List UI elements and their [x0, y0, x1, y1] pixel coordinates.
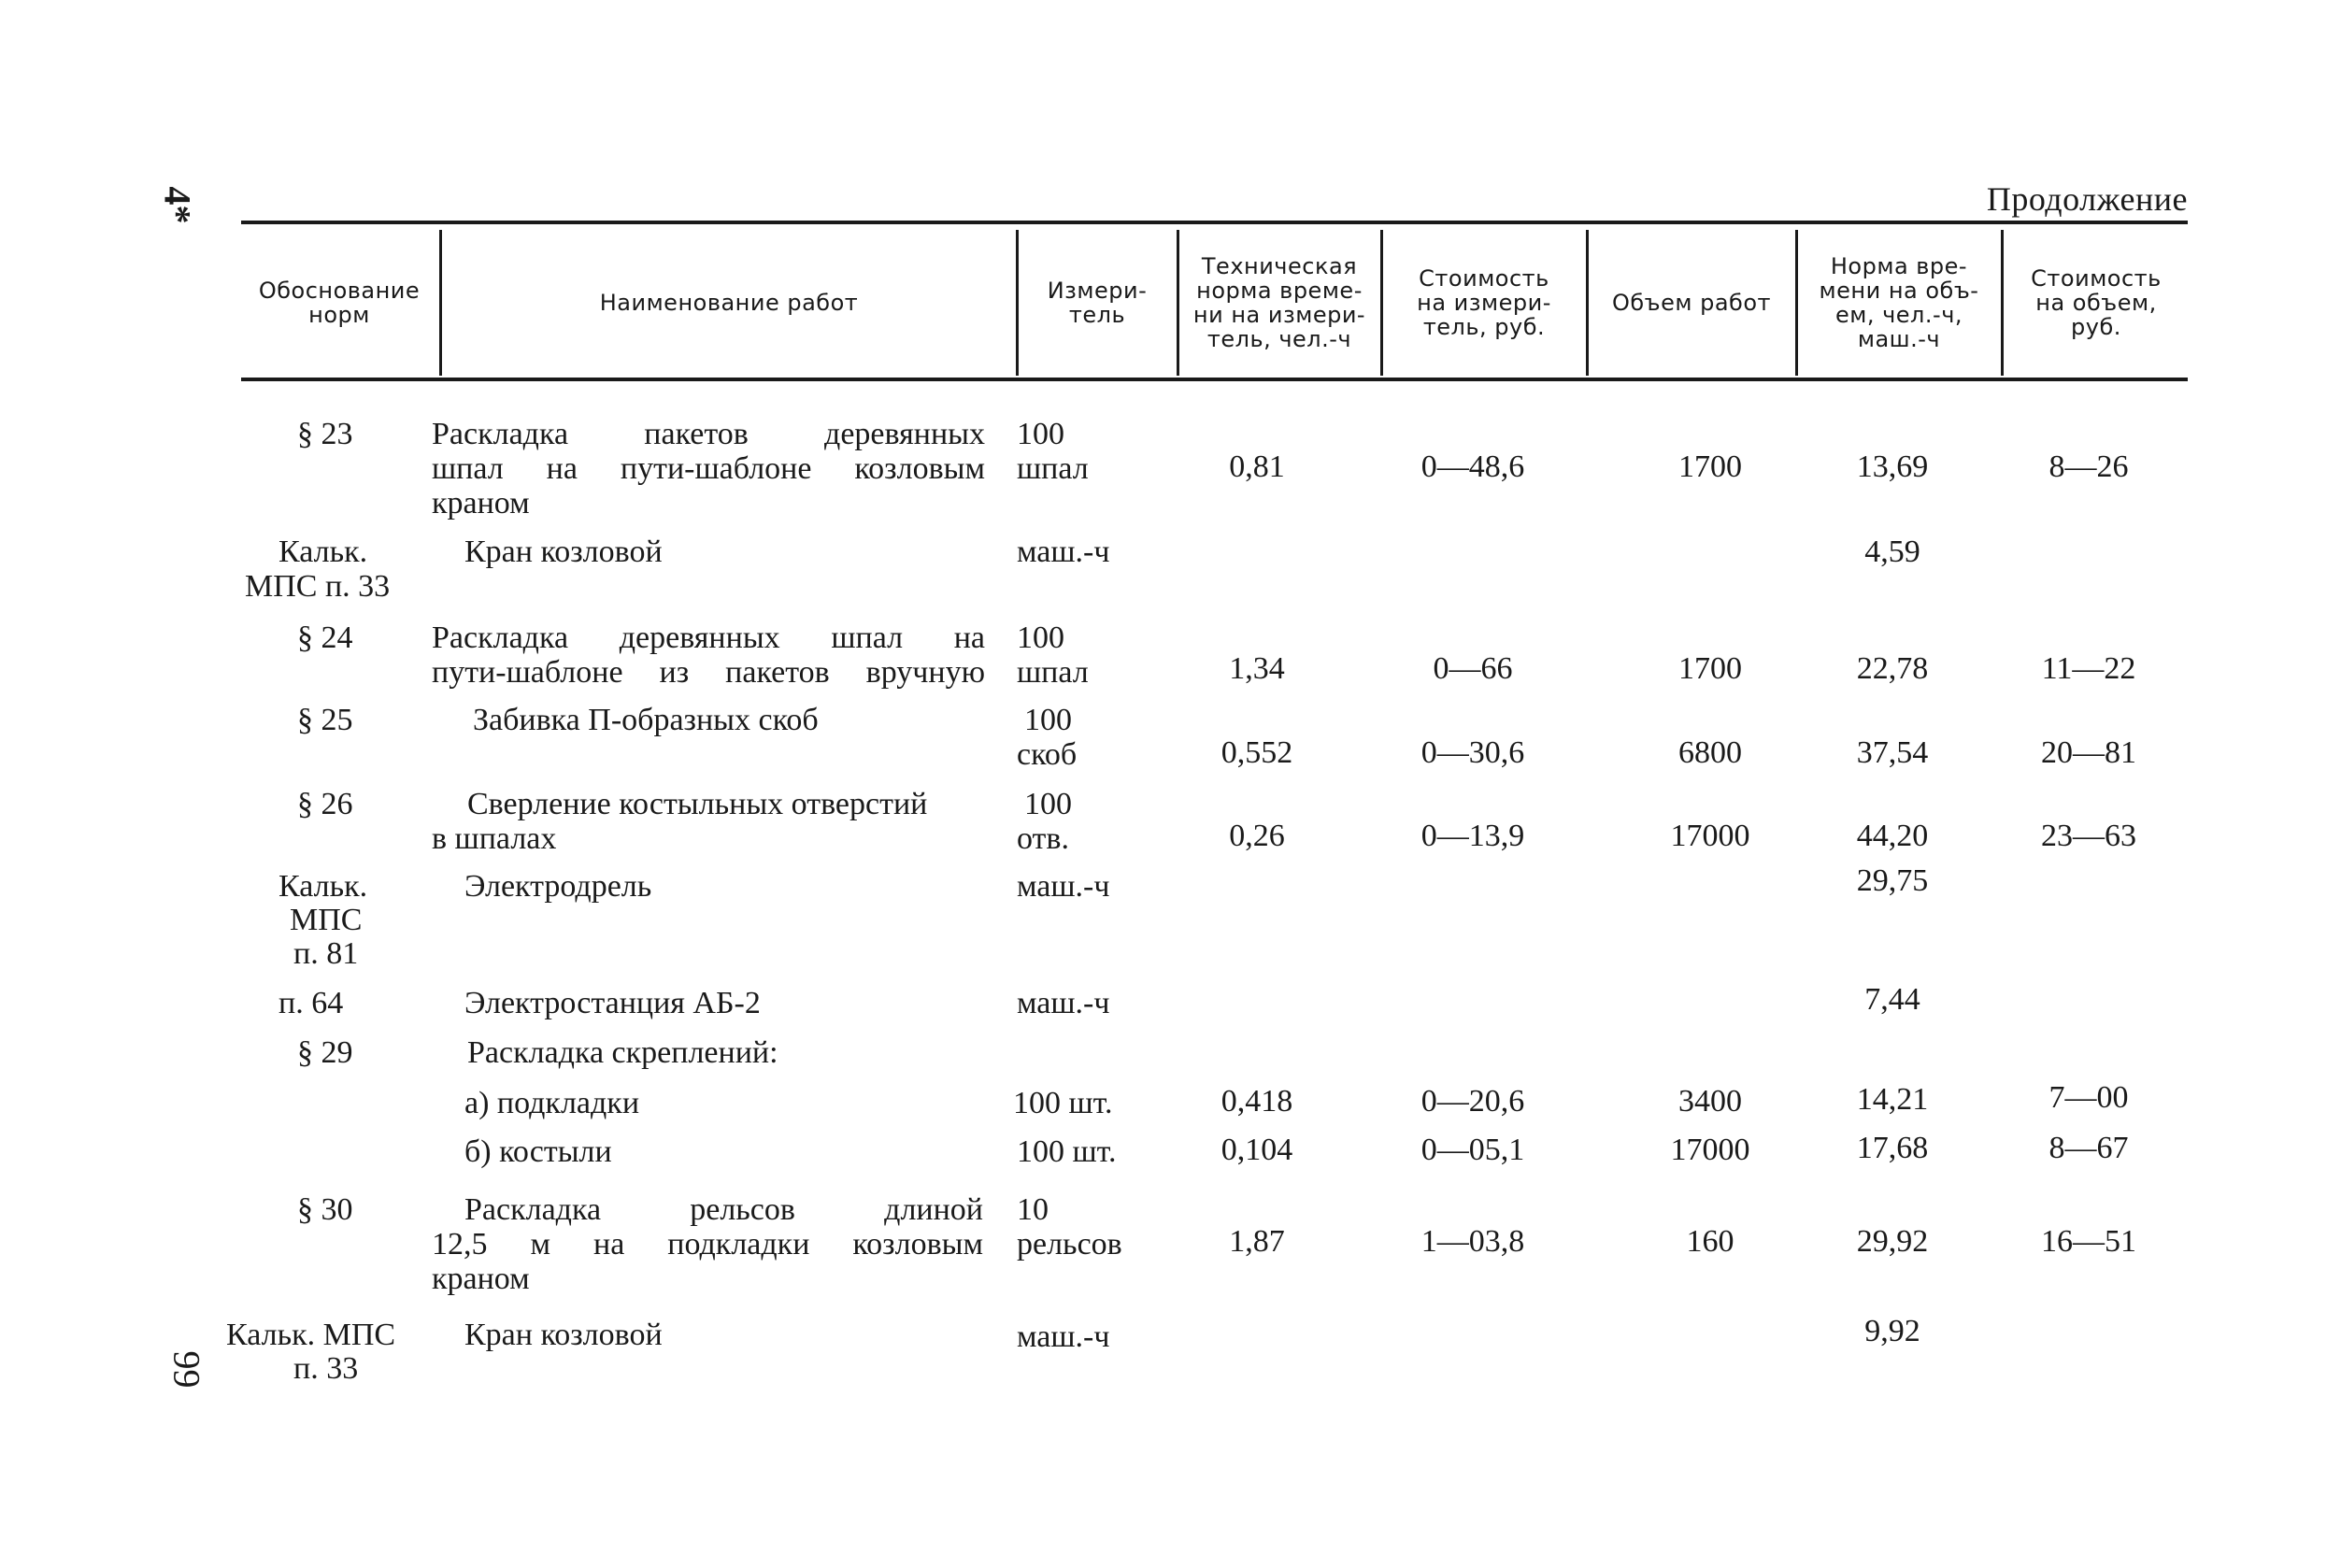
row-unit: рельсов — [1017, 1227, 1122, 1262]
row-unit: 10 — [1017, 1192, 1049, 1227]
row-norm-volume: 37,54 — [1856, 735, 1929, 770]
row-norm-volume: 13,69 — [1856, 449, 1929, 484]
row-volume: 3400 — [1678, 1084, 1742, 1119]
row-basis: п. 81 — [293, 936, 359, 971]
header-volume: Объем работ — [1611, 290, 1772, 316]
row-norm-volume: 7,44 — [1864, 982, 1920, 1017]
row-volume: 1700 — [1678, 651, 1742, 686]
row-work-name: пути-шаблоне из пакетов вручную — [432, 655, 985, 690]
header-work-name: Наименование работ — [599, 290, 859, 316]
row-cost-volume: 23—63 — [2041, 819, 2136, 853]
row-unit: маш.-ч — [1017, 535, 1110, 569]
row-unit: шпал — [1017, 655, 1089, 690]
header-cost-volume: Стоимость на объем, руб. — [2031, 265, 2162, 340]
row-tech-norm: 0,81 — [1229, 449, 1285, 484]
row-work-name: Раскладка рельсов длиной — [464, 1192, 983, 1227]
row-work-name: Кран козловой — [464, 1318, 663, 1352]
row-cost-volume: 11—22 — [2041, 651, 2136, 686]
row-work-name: б) костыли — [464, 1134, 612, 1169]
row-cost-volume: 7—00 — [2048, 1080, 2129, 1115]
row-norm-volume: 22,78 — [1856, 651, 1929, 686]
row-work-name: краном — [432, 486, 530, 520]
row-norm-volume: 29,92 — [1856, 1224, 1929, 1259]
header-basis: Обоснование норм — [258, 278, 421, 328]
page-marker: 4* — [156, 186, 199, 224]
row-unit-cost: 0—66 — [1433, 651, 1513, 686]
row-unit: маш.-ч — [1017, 869, 1110, 904]
continuation-label: Продолжение — [1986, 180, 2188, 218]
row-unit-cost: 0—30,6 — [1420, 735, 1525, 770]
row-work-name: 12,5 м на подкладки козловым — [432, 1227, 983, 1262]
row-unit: 100 — [1017, 417, 1064, 451]
row-work-name: в шпалах — [432, 821, 557, 856]
row-work-name: Забивка П-образных скоб — [473, 703, 819, 737]
row-unit: маш.-ч — [1017, 1319, 1110, 1354]
header-unit: Измери- тель — [1047, 278, 1148, 328]
row-cost-volume: 8—26 — [2048, 449, 2129, 484]
row-norm-volume: 4,59 — [1864, 535, 1920, 569]
table-header-rule — [241, 378, 2188, 381]
row-volume: 1700 — [1678, 449, 1742, 484]
row-basis: п. 64 — [278, 986, 344, 1020]
row-basis: § 23 — [297, 417, 353, 451]
row-tech-norm: 1,34 — [1229, 651, 1285, 686]
row-basis: § 24 — [297, 620, 353, 655]
row-unit-cost: 0—48,6 — [1420, 449, 1525, 484]
row-work-name: Раскладка деревянных шпал на — [432, 620, 985, 655]
row-cost-volume: 8—67 — [2048, 1131, 2129, 1165]
row-norm-volume: 44,20 — [1856, 819, 1929, 853]
row-unit: шпал — [1017, 451, 1089, 486]
row-unit-cost: 0—05,1 — [1420, 1133, 1525, 1167]
row-unit: скоб — [1017, 737, 1078, 772]
row-work-name: Раскладка скреплений: — [467, 1035, 778, 1070]
row-tech-norm: 0,26 — [1229, 819, 1285, 853]
row-basis: § 26 — [297, 787, 353, 821]
row-unit-cost: 0—13,9 — [1420, 819, 1525, 853]
row-tech-norm: 0,418 — [1220, 1084, 1293, 1119]
row-work-name: краном — [432, 1262, 530, 1296]
row-volume: 160 — [1686, 1224, 1734, 1259]
row-norm-volume: 14,21 — [1856, 1082, 1929, 1117]
row-basis: § 29 — [297, 1035, 353, 1070]
row-tech-norm: 1,87 — [1229, 1224, 1285, 1259]
row-basis: МПС — [290, 903, 363, 937]
row-volume: 6800 — [1678, 735, 1742, 770]
row-unit: 100 — [1017, 620, 1064, 655]
row-unit: 100 шт. — [1017, 1134, 1117, 1169]
row-work-name: Электростанция АБ-2 — [464, 986, 761, 1020]
row-tech-norm: 0,552 — [1220, 735, 1293, 770]
row-unit-cost: 0—20,6 — [1420, 1084, 1525, 1119]
row-cost-volume: 20—81 — [2041, 735, 2136, 770]
row-work-name: Электродрель — [464, 869, 652, 904]
row-unit: отв. — [1017, 821, 1069, 856]
row-basis: § 25 — [297, 703, 353, 737]
row-basis: Кальк. — [278, 535, 368, 569]
row-norm-volume: 17,68 — [1856, 1131, 1929, 1165]
row-work-name: а) подкладки — [464, 1086, 640, 1120]
row-unit-cost: 1—03,8 — [1420, 1224, 1525, 1259]
row-tech-norm: 0,104 — [1220, 1133, 1293, 1167]
column-divider — [439, 230, 442, 376]
row-norm-volume: 29,75 — [1856, 863, 1929, 898]
row-basis: Кальк. МПС — [226, 1318, 396, 1352]
row-work-name: Кран козловой — [464, 535, 663, 569]
row-basis: МПС п. 33 — [245, 569, 391, 604]
table-top-rule — [241, 221, 2188, 224]
row-volume: 17000 — [1670, 819, 1750, 853]
row-basis: § 30 — [297, 1192, 353, 1227]
row-work-name: Сверление костыльных отверстий — [467, 787, 928, 821]
row-unit: маш.-ч — [1017, 986, 1110, 1020]
row-basis: Кальк. — [278, 869, 368, 904]
row-work-name: Раскладка пакетов деревянных — [432, 417, 985, 451]
page-number: 99 — [165, 1350, 208, 1389]
row-unit: 100 шт. — [1013, 1086, 1113, 1120]
row-work-name: шпал на пути-шаблоне козловым — [432, 451, 985, 486]
row-cost-volume: 16—51 — [2041, 1224, 2136, 1259]
row-volume: 17000 — [1670, 1133, 1750, 1167]
row-norm-volume: 9,92 — [1864, 1314, 1920, 1348]
header-tech-norm: Техническая норма време- ни на измери- тель, чел.-ч — [1192, 253, 1366, 352]
header-unit-cost: Стоимость на измери- тель, руб. — [1417, 265, 1551, 340]
row-basis: п. 33 — [293, 1351, 359, 1386]
row-unit: 100 — [1024, 703, 1072, 737]
header-norm-volume: Норма вре- мени на объ- ем, чел.-ч, маш.-ч — [1819, 253, 1979, 352]
row-unit: 100 — [1024, 787, 1072, 821]
